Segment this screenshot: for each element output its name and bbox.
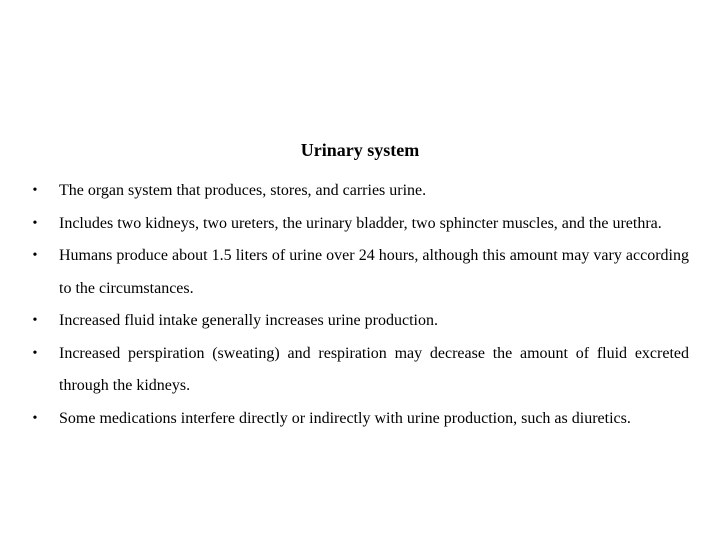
bullet-dot-icon: • xyxy=(32,183,38,198)
bullet-dot-icon: • xyxy=(32,248,38,263)
slide-title: Urinary system xyxy=(300,140,420,160)
bullet-text: Increased perspiration (sweating) and respiration may decrease the amount of fluid excreted through the kidneys. xyxy=(59,344,689,394)
bullet-dot-icon: • xyxy=(32,345,38,361)
bullet-text: Some medications interfere directly or indirectly with urine production, such as diuretics. xyxy=(59,409,631,427)
bullet-item xyxy=(30,305,689,338)
bullet-text: Increased fluid intake generally increases urine production. xyxy=(59,312,438,329)
bullet-item xyxy=(30,208,689,241)
bullet-text: The organ system that produces, stores, and carries urine. xyxy=(59,182,427,199)
bullet-item xyxy=(30,403,689,436)
bullet-text: Includes two kidneys, two ureters, the urinary bladder, two sphincter muscles, and the urethra. xyxy=(59,214,662,232)
bullet-list xyxy=(30,175,689,435)
bullet-dot-icon: • xyxy=(32,313,38,328)
bullet-dot-icon: • xyxy=(32,410,38,426)
bullet-text: Humans produce about 1.5 liters of urine over 24 hours, although this amount may vary according to the circumstances. xyxy=(59,247,689,297)
bullet-item xyxy=(30,240,689,305)
bullet-item xyxy=(30,338,689,403)
bullet-dot-icon: • xyxy=(32,215,38,231)
bullet-item xyxy=(30,175,689,208)
